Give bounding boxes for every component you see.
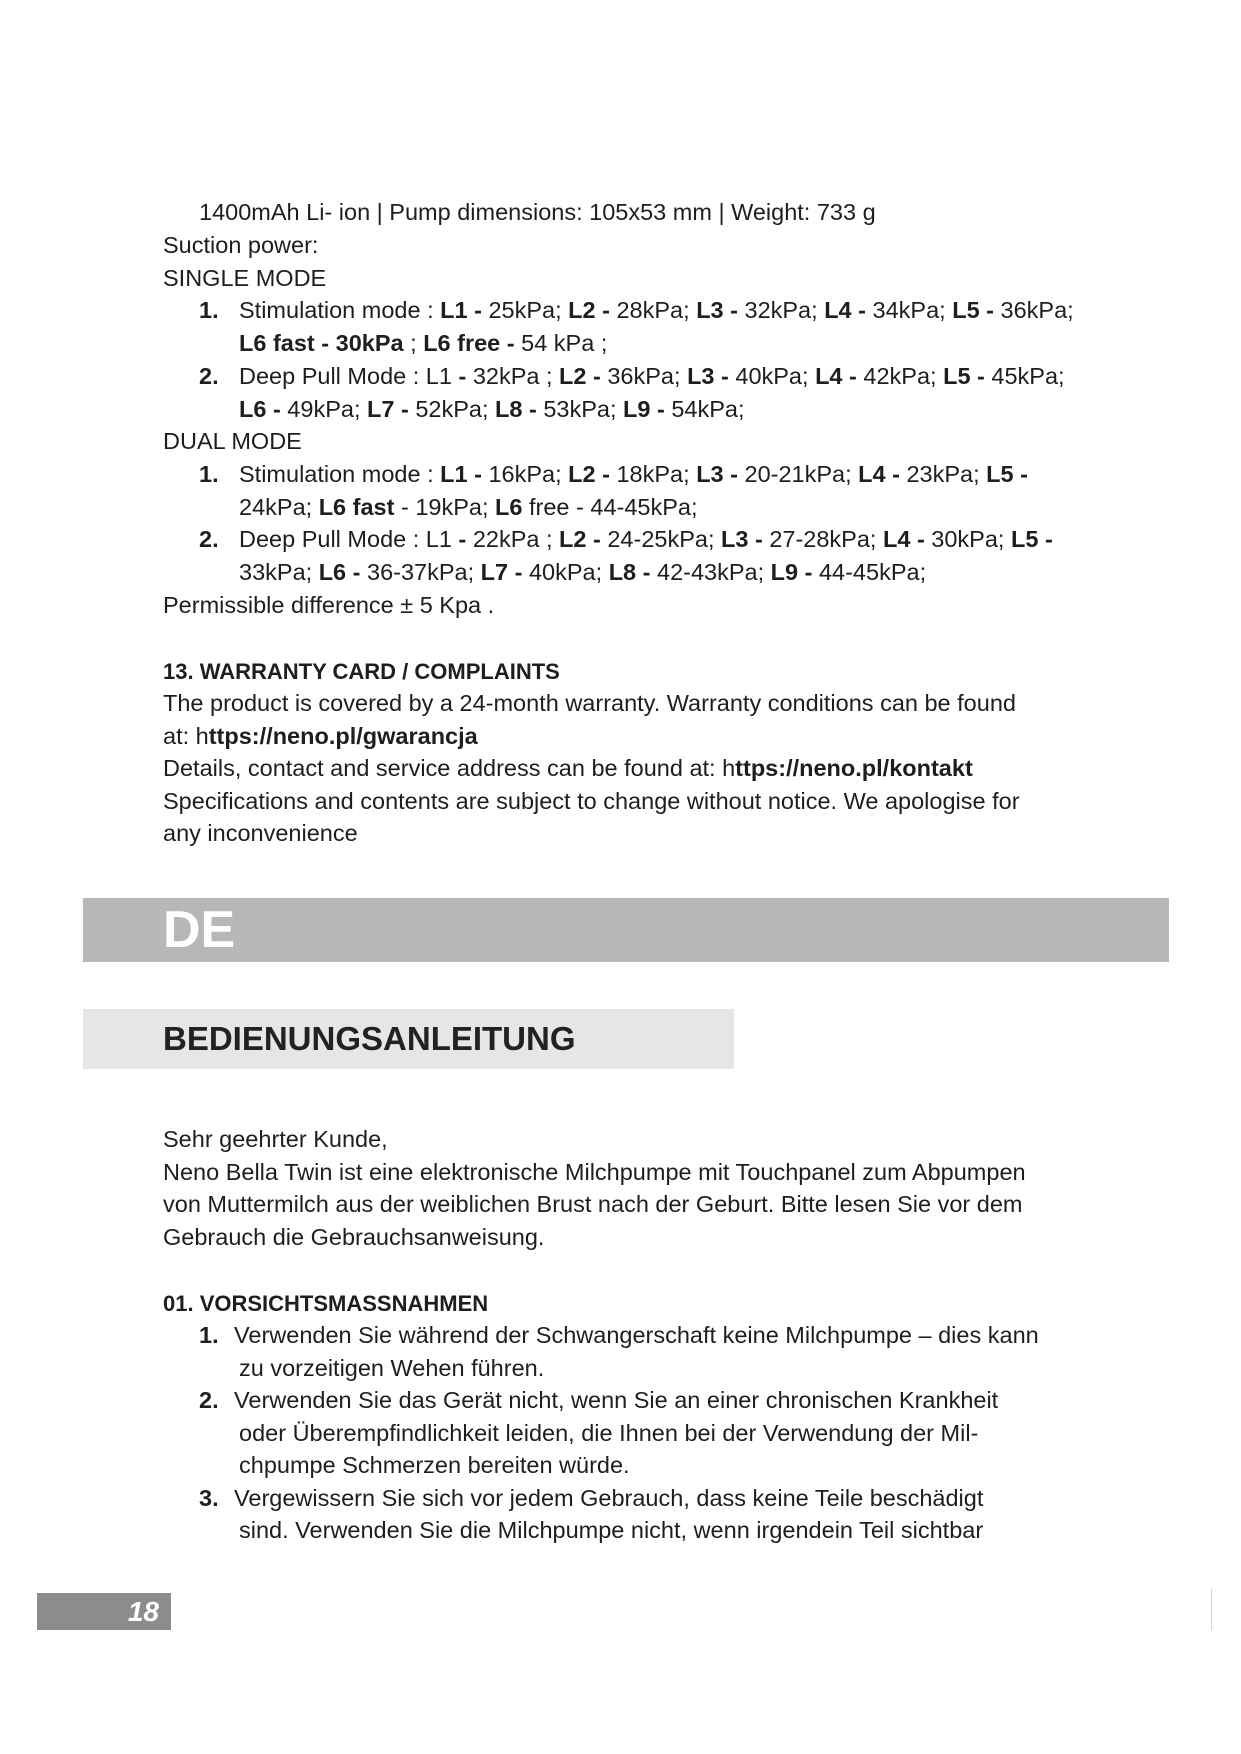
contact-link[interactable]: ttps://neno.pl/kontakt	[735, 755, 973, 781]
single-deep-pull-item-cont: L6 - 49kPa; L7 - 52kPa; L8 - 53kPa; L9 - 54kPa;	[239, 396, 745, 422]
warranty-text-line: Specifications and contents are subject to change without notice. We apologise for	[163, 788, 1020, 814]
suction-power-label: Suction power:	[163, 232, 319, 258]
list-number: 1.	[199, 1322, 219, 1348]
intro-line: von Muttermilch aus der weiblichen Brust nach der Geburt. Bitte lesen Sie vor dem	[163, 1191, 1023, 1217]
dual-deep-pull-item-cont: 33kPa; L6 - 36-37kPa; L7 - 40kPa; L8 - 42-43kPa; L9 - 44-45kPa;	[239, 559, 927, 585]
margin-rule	[1211, 1588, 1212, 1630]
precaution-item-cont: zu vorzeitigen Wehen führen.	[239, 1355, 545, 1381]
warranty-text-line: The product is covered by a 24-month warranty. Warranty conditions can be found	[163, 690, 1016, 716]
dual-mode-label: DUAL MODE	[163, 428, 302, 454]
warranty-heading: 13. WARRANTY CARD / COMPLAINTS	[163, 659, 560, 684]
precaution-item: 3. Vergewissern Sie sich vor jedem Gebrauch, dass keine Teile beschädigt	[199, 1482, 983, 1515]
list-number: 2.	[199, 526, 219, 552]
dual-stimulation-item: 1. Stimulation mode : L1 - 16kPa; L2 - 18kPa; L3 - 20-21kPa; L4 - 23kPa; L5 -	[199, 458, 1028, 491]
manual-title: BEDIENUNGSANLEITUNG	[163, 1020, 576, 1057]
list-number: 2.	[199, 1387, 219, 1413]
precaution-item-cont: chpumpe Schmerzen bereiten würde.	[239, 1452, 630, 1478]
single-stimulation-item: 1. Stimulation mode : L1 - 25kPa; L2 - 28kPa; L3 - 32kPa; L4 - 34kPa; L5 - 36kPa;	[199, 294, 1074, 327]
warranty-link-line: at: https://neno.pl/gwarancja	[163, 723, 478, 749]
single-mode-label: SINGLE MODE	[163, 265, 327, 291]
list-number: 3.	[199, 1485, 219, 1511]
warranty-link[interactable]: ttps://neno.pl/gwarancja	[208, 723, 478, 749]
precaution-item-cont: sind. Verwenden Sie die Milchpumpe nicht, wenn irgendein Teil sichtbar	[239, 1517, 984, 1543]
language-code: DE	[163, 901, 236, 959]
single-deep-pull-item: 2. Deep Pull Mode : L1 - 32kPa ; L2 - 36kPa; L3 - 40kPa; L4 - 42kPa; L5 - 45kPa;	[199, 360, 1065, 393]
dual-stimulation-item-cont: 24kPa; L6 fast - 19kPa; L6 free - 44-45kPa;	[239, 494, 698, 520]
permissible-difference: Permissible difference ± 5 Kpa .	[163, 592, 495, 618]
intro-line: Neno Bella Twin ist eine elektronische Milchpumpe mit Touchpanel zum Abpumpen	[163, 1159, 1026, 1185]
precautions-heading: 01. VORSICHTSMASSNAHMEN	[163, 1291, 489, 1316]
single-stimulation-item-cont: L6 fast - 30kPa ; L6 free - 54 kPa ;	[239, 330, 608, 356]
greeting: Sehr geehrter Kunde,	[163, 1126, 388, 1152]
precaution-item-cont: oder Überempfindlichkeit leiden, die Ihnen bei der Verwendung der Mil-	[239, 1420, 979, 1446]
language-section-bar	[83, 898, 1169, 962]
intro-line: Gebrauch die Gebrauchsanweisung.	[163, 1224, 545, 1250]
warranty-text-line: any inconvenience	[163, 820, 358, 846]
precaution-item: 1. Verwenden Sie während der Schwangerschaft keine Milchpumpe – dies kann	[199, 1319, 1039, 1352]
list-number: 1.	[199, 461, 219, 487]
dual-deep-pull-item: 2. Deep Pull Mode : L1 - 22kPa ; L2 - 24-25kPa; L3 - 27-28kPa; L4 - 30kPa; L5 -	[199, 523, 1053, 556]
list-number: 2.	[199, 363, 219, 389]
precaution-item: 2. Verwenden Sie das Gerät nicht, wenn Sie an einer chronischen Krankheit	[199, 1384, 998, 1417]
contact-link-line: Details, contact and service address can be found at: https://neno.pl/kontakt	[163, 755, 973, 781]
page-number: 18	[127, 1596, 159, 1627]
battery-dimensions-line: 1400mAh Li- ion | Pump dimensions: 105x53 mm | Weight: 733 g	[199, 199, 876, 225]
list-number: 1.	[199, 297, 219, 323]
